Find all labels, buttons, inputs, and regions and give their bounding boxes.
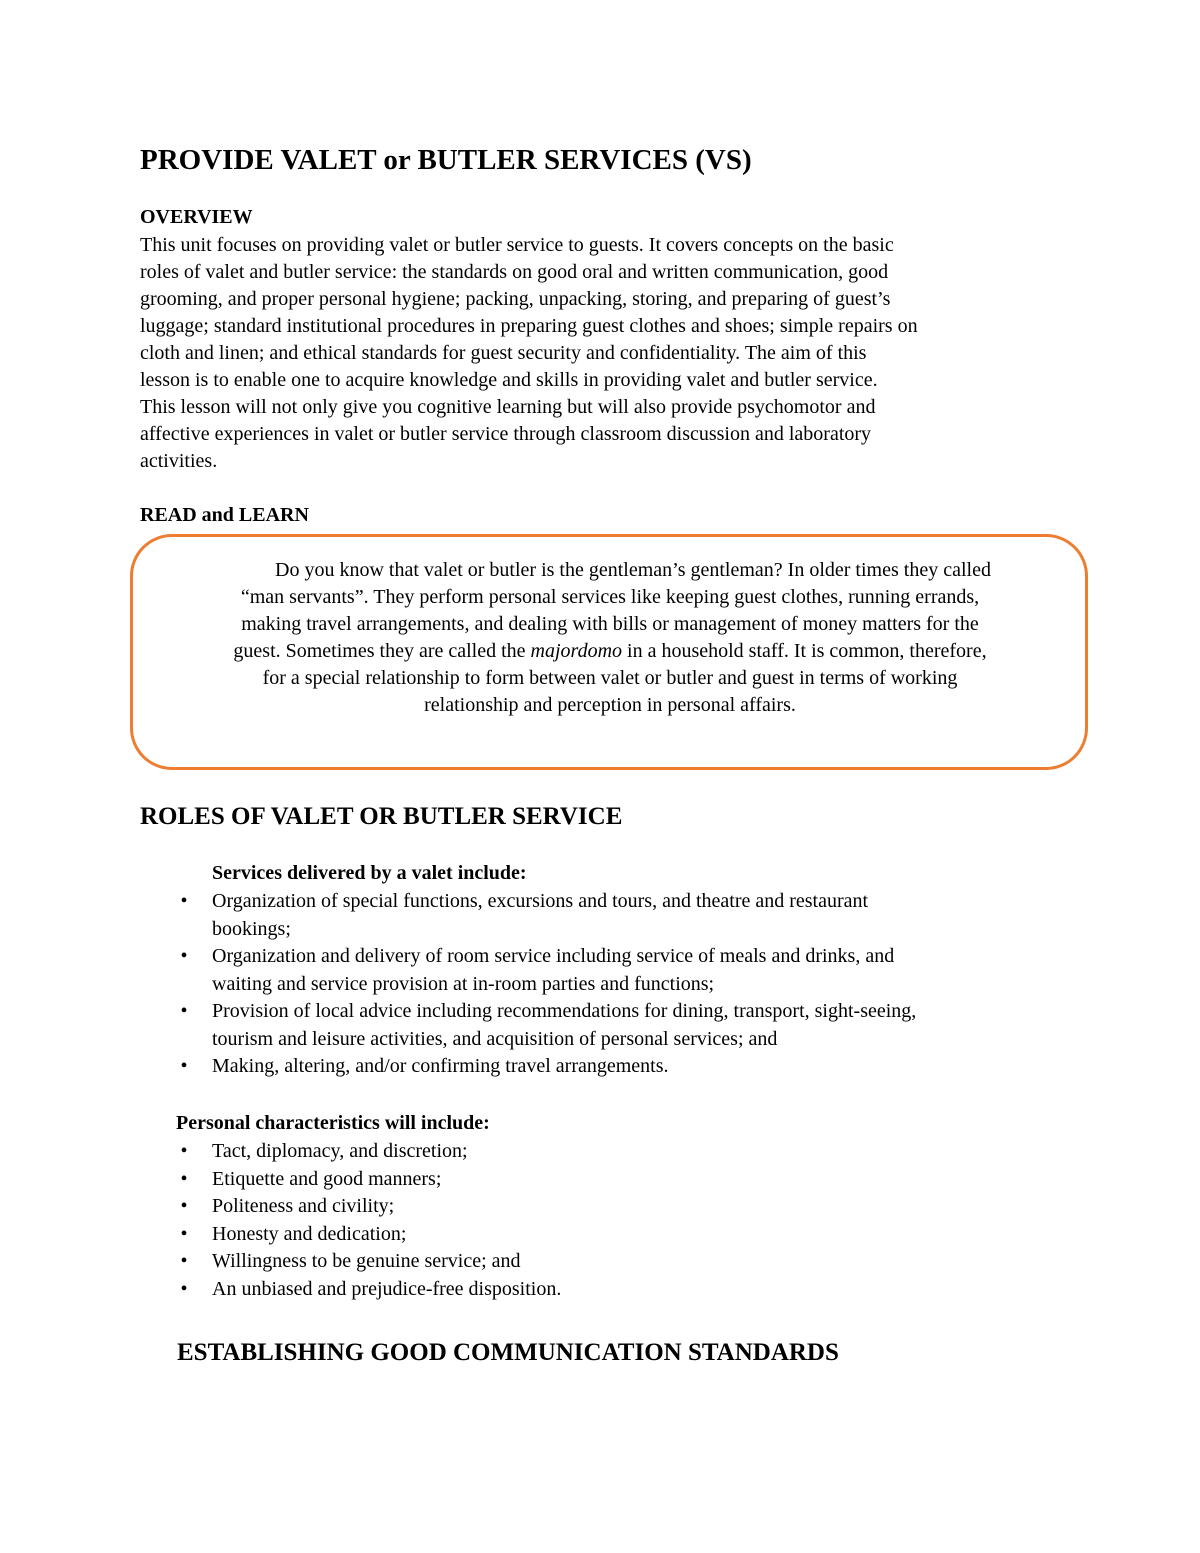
valet-services-heading: Services delivered by a valet include:	[212, 862, 527, 884]
callout-line: “man servants”. They perform personal services like keeping guest clothes, running errands,	[240, 586, 980, 608]
list-item-line: Honesty and dedication;	[212, 1222, 407, 1245]
list-item	[140, 1193, 1070, 1221]
bullet-icon: •	[180, 1000, 188, 1022]
bullet-icon: •	[180, 1277, 188, 1300]
bullet-icon: •	[180, 890, 188, 912]
overview-line: luggage; standard institutional procedures in preparing guest clothes and shoes; simple repairs on	[140, 315, 918, 337]
list-item-line: Politeness and civility;	[212, 1195, 395, 1217]
valet-services-list	[140, 888, 1070, 1081]
list-item	[140, 888, 1070, 943]
roles-heading: ROLES OF VALET OR BUTLER SERVICE	[140, 803, 623, 830]
callout-line: for a special relationship to form between valet or butler and guest in terms of working	[262, 667, 958, 689]
page-title: PROVIDE VALET or BUTLER SERVICES (VS)	[140, 144, 752, 176]
callout-line: Do you know that valet or butler is the gentleman’s gentleman? In older times they called	[275, 559, 991, 581]
list-item-line: waiting and service provision at in-room parties and functions;	[212, 972, 715, 995]
bullet-icon: •	[180, 1195, 188, 1217]
callout-line: relationship and perception in personal affairs.	[424, 694, 796, 716]
characteristics-heading: Personal characteristics will include:	[176, 1112, 490, 1134]
overview-line: This lesson will not only give you cognitive learning but will also provide psychomotor and	[140, 396, 876, 418]
list-item-line: Making, altering, and/or confirming travel arrangements.	[212, 1055, 669, 1077]
bullet-icon: •	[180, 1167, 188, 1190]
list-item	[140, 1276, 1070, 1304]
list-item-line: Organization and delivery of room service including service of meals and drinks, and	[212, 945, 895, 967]
overview-line: grooming, and proper personal hygiene; packing, unpacking, storing, and preparing of guest’s	[140, 288, 891, 310]
list-item	[140, 1166, 1070, 1194]
list-item-line: Willingness to be genuine service; and	[212, 1250, 521, 1272]
bullet-icon: •	[180, 1250, 188, 1272]
list-item-line: An unbiased and prejudice-free disposition.	[212, 1277, 562, 1300]
overview-line: affective experiences in valet or butler service through classroom discussion and laboratory	[140, 423, 872, 445]
overview-line: activities.	[140, 450, 218, 472]
communication-standards-heading: ESTABLISHING GOOD COMMUNICATION STANDARDS	[177, 1339, 839, 1366]
list-item	[140, 998, 1070, 1053]
bullet-icon: •	[180, 1055, 188, 1077]
overview-heading: OVERVIEW	[140, 206, 253, 228]
callout-line: making travel arrangements, and dealing with bills or management of money matters for the	[241, 613, 979, 635]
overview-line: cloth and linen; and ethical standards for guest security and confidentiality. The aim of this	[140, 342, 867, 364]
list-item-line: Organization of special functions, excursions and tours, and theatre and restaurant	[212, 890, 869, 912]
majordomo-term: majordomo	[530, 640, 623, 662]
callout-line-segment: guest. Sometimes they are called the	[233, 640, 531, 662]
bullet-icon: •	[180, 945, 188, 967]
list-item-line: Etiquette and good manners;	[212, 1167, 442, 1190]
bullet-icon: •	[180, 1222, 188, 1245]
list-item	[140, 1221, 1070, 1249]
list-item	[140, 1138, 1070, 1166]
list-item-line: tourism and leisure activities, and acquisition of personal services; and	[212, 1027, 778, 1050]
callout-line	[150, 638, 1070, 665]
list-item-line: Tact, diplomacy, and discretion;	[212, 1140, 468, 1162]
list-item-line: Provision of local advice including recommendations for dining, transport, sight-seeing,	[212, 1000, 917, 1022]
overview-line: This unit focuses on providing valet or butler service to guests. It covers concepts on the basic	[140, 234, 894, 256]
callout-line-segment: in a household staff. It is common, therefore,	[622, 640, 987, 662]
list-item	[140, 1248, 1070, 1276]
characteristics-list	[140, 1138, 1070, 1303]
overview-line: roles of valet and butler service: the standards on good oral and written communication, good	[140, 261, 889, 283]
read-and-learn-callout-text	[150, 557, 1070, 719]
read-and-learn-heading: READ and LEARN	[140, 504, 309, 526]
overview-paragraph	[140, 232, 1070, 475]
overview-line: lesson is to enable one to acquire knowledge and skills in providing valet and butler service.	[140, 369, 878, 391]
list-item	[140, 1053, 1070, 1081]
list-item	[140, 943, 1070, 998]
list-item-line: bookings;	[212, 917, 291, 940]
bullet-icon: •	[180, 1140, 188, 1162]
